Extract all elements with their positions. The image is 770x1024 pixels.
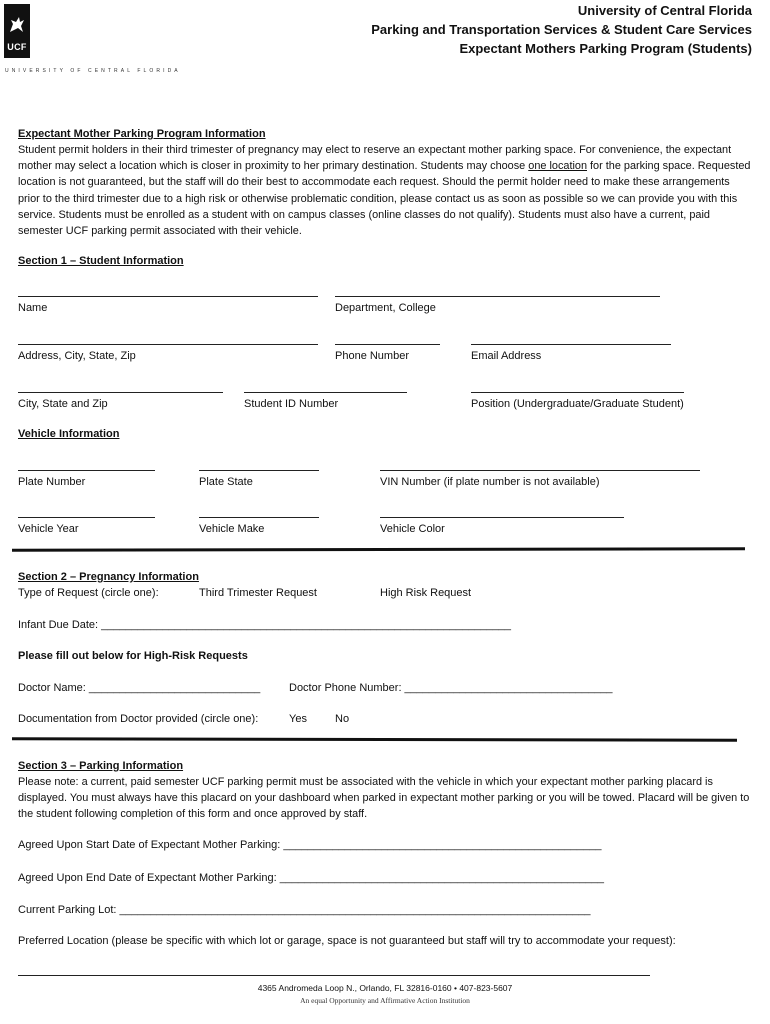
info-paragraph: Student permit holders in their third trimester of pregnancy may elect to reserve an expectant mother parking space. For convenience, the expectant mother may select a location which is closer in proximity to her primary destination. Students may choose one location for the parking space. Requested location is not guaranteed, but the staff will do their best to accommodate each request. Should the permit holder need to make these arrangements prior to the third trimester due to a high risk or otherwise problematic condition, please contact us as soon as possible so we can provide you with this service. Students must be enrolled as a student with on campus classes (online classes do not qualify). Students must also have a current, paid semester UCF parking permit associated with their vehicle. <box>18 144 751 238</box>
name-label: Name <box>18 302 48 314</box>
info-heading: Expectant Mother Parking Program Information <box>18 128 266 140</box>
position-field[interactable] <box>471 392 684 393</box>
footer-tagline: An equal Opportunity and Affirmative Action Institution <box>300 996 470 1005</box>
section2-heading: Section 2 – Pregnancy Information <box>18 571 199 583</box>
address-field[interactable] <box>18 344 318 345</box>
phone-label: Phone Number <box>335 350 409 362</box>
due-date-field[interactable]: Infant Due Date: ___________________________________________________________________ <box>18 619 512 631</box>
department-label: Department, College <box>335 302 436 314</box>
section-divider <box>12 547 745 552</box>
footer-address: 4365 Andromeda Loop N., Orlando, FL 32816-0160 • 407-823-5607 <box>257 983 513 993</box>
vehicle-year-field[interactable] <box>18 517 155 518</box>
vin-field[interactable] <box>380 470 700 471</box>
vehicle-color-label: Vehicle Color <box>380 523 445 535</box>
preferred-location-label: Preferred Location (please be specific with which lot or garage, space is not guaranteed but staff will try to accommodate your request): <box>18 935 676 947</box>
vehicle-heading: Vehicle Information <box>18 428 120 440</box>
vehicle-make-label: Vehicle Make <box>199 523 265 535</box>
name-field[interactable] <box>18 296 318 297</box>
section3-heading: Section 3 – Parking Information <box>18 760 184 772</box>
plate-number-field[interactable] <box>18 470 155 471</box>
high-risk-heading: Please fill out below for High-Risk Requests <box>18 650 248 662</box>
vehicle-year-label: Vehicle Year <box>18 523 79 535</box>
documentation-label: Documentation from Doctor provided (circle one): <box>18 713 259 725</box>
department-field[interactable] <box>335 296 660 297</box>
end-date-field[interactable]: Agreed Upon End Date of Expectant Mother Parking: _____________________________________________________ <box>18 872 604 884</box>
address-label: Address, City, State, Zip <box>18 350 136 362</box>
doctor-phone-field[interactable]: Doctor Phone Number: __________________________________ <box>289 682 613 694</box>
header-title-1: University of Central Florida <box>577 3 752 18</box>
third-trimester-option[interactable]: Third Trimester Request <box>199 587 317 599</box>
vehicle-make-field[interactable] <box>199 517 319 518</box>
position-label: Position (Undergraduate/Graduate Student) <box>471 398 684 410</box>
current-lot-field[interactable]: Current Parking Lot: _____________________________________________________________________________ <box>18 904 591 916</box>
header-title-3: Expectant Mothers Parking Program (Students) <box>459 41 752 56</box>
one-location-emphasis: one location <box>528 160 587 173</box>
vehicle-color-field[interactable] <box>380 517 624 518</box>
header-title-2: Parking and Transportation Services & Student Care Services <box>371 22 752 37</box>
plate-state-label: Plate State <box>199 476 253 488</box>
logo-text: UCF <box>7 42 27 52</box>
section-divider <box>12 737 737 742</box>
preferred-location-field[interactable] <box>18 975 650 976</box>
section1-heading: Section 1 – Student Information <box>18 255 184 267</box>
city-state-zip-field[interactable] <box>18 392 223 393</box>
doctor-name-field[interactable]: Doctor Name: ____________________________ <box>18 682 261 694</box>
phone-field[interactable] <box>335 344 440 345</box>
plate-number-label: Plate Number <box>18 476 86 488</box>
documentation-yes[interactable]: Yes <box>289 713 307 725</box>
student-id-field[interactable] <box>244 392 407 393</box>
ucf-logo <box>4 4 30 58</box>
request-type-label: Type of Request (circle one): <box>18 587 159 599</box>
city-state-zip-label: City, State and Zip <box>18 398 108 410</box>
email-field[interactable] <box>471 344 671 345</box>
plate-state-field[interactable] <box>199 470 319 471</box>
high-risk-option[interactable]: High Risk Request <box>380 587 472 599</box>
parking-note: Please note: a current, paid semester UCF parking permit must be associated with the vehicle in which your expectant mother parking placard is displayed. You must always have this placard on your dashboard when parked in expectant mother parking or you will be towed. Placard will be given to the student following completion of this form and once approved by staff. <box>18 776 750 821</box>
email-label: Email Address <box>471 350 542 362</box>
documentation-no[interactable]: No <box>335 713 350 725</box>
student-id-label: Student ID Number <box>244 398 339 410</box>
university-wordmark: UNIVERSITY OF CENTRAL FLORIDA <box>5 68 181 74</box>
vin-label: VIN Number (if plate number is not available) <box>380 476 600 488</box>
pegasus-icon <box>7 14 27 36</box>
start-date-field[interactable]: Agreed Upon Start Date of Expectant Mother Parking: ____________________________________________________ <box>18 839 602 851</box>
